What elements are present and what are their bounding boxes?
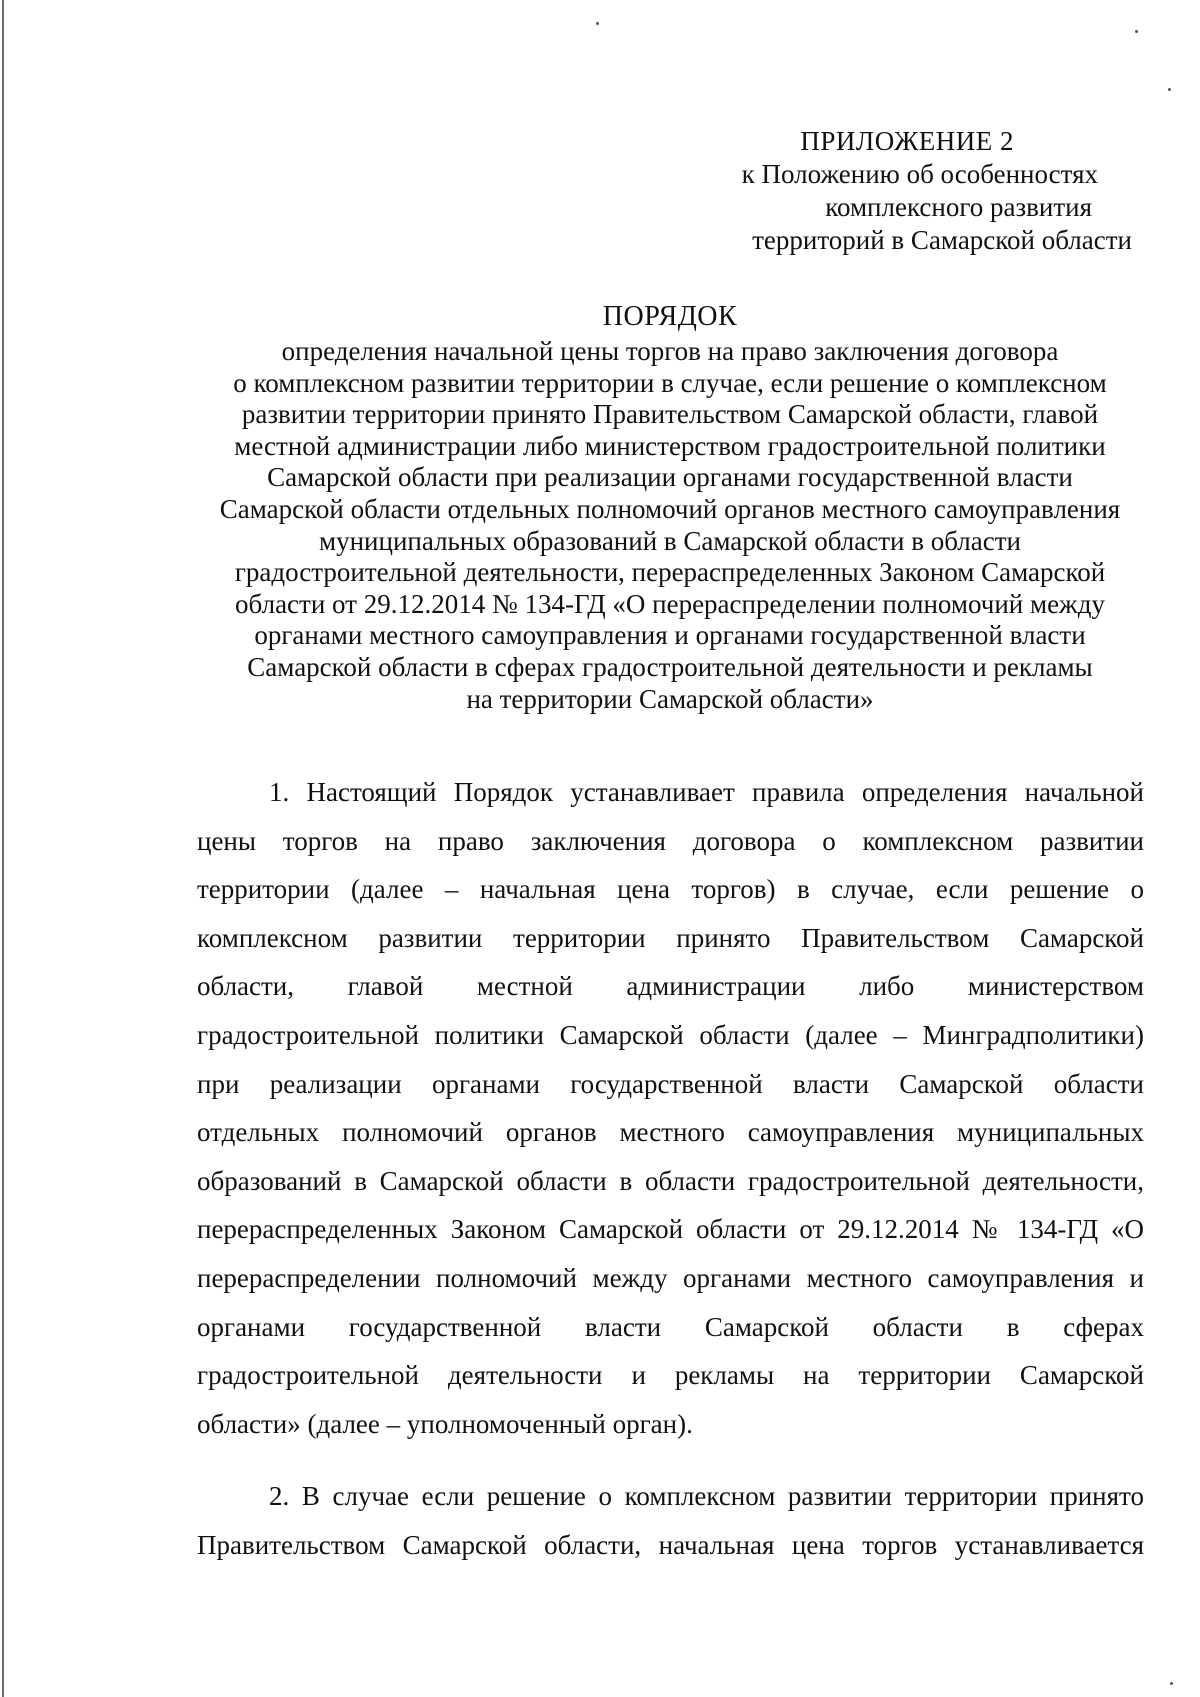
paragraph-line: при реализации органами государственной власти Самарской области	[197, 1068, 1144, 1099]
paragraph-line: градостроительной политики Самарской области (далее – Минградполитики)	[197, 1019, 1144, 1050]
appendix-line: территорий в Самарской области	[752, 225, 1132, 255]
paragraph-2	[197, 1472, 1144, 1569]
paragraph-line: Правительством Самарской области, начальная цена торгов устанавливается	[197, 1529, 1144, 1560]
subtitle-line: градостроительной деятельности, перераспределенных Законом Самарской	[234, 557, 1106, 588]
paragraph-line: цены торгов на право заключения договора о комплексном развитии	[197, 825, 1144, 856]
subtitle-line: на территории Самарской области»	[466, 683, 874, 714]
appendix-title: ПРИЛОЖЕНИЕ 2	[800, 126, 1014, 156]
order-subtitle	[170, 336, 1170, 715]
scan-speck	[1170, 1682, 1173, 1685]
subtitle-line: муниципальных образований в Самарской области в области	[319, 525, 1021, 556]
scan-edge	[2, 0, 4, 1697]
order-heading: ПОРЯДОК	[602, 301, 738, 332]
paragraph-line: области» (далее – уполномоченный орган).	[197, 1408, 693, 1439]
scan-speck	[596, 22, 599, 25]
subtitle-line: органами местного самоуправления и органами государственной власти	[254, 620, 1086, 651]
paragraph-line: перераспределении полномочий между органами местного самоуправления и	[197, 1262, 1144, 1293]
scan-speck	[1168, 88, 1171, 91]
subtitle-line: Самарской области при реализации органами государственной власти	[267, 462, 1073, 493]
paragraph-line: образований в Самарской области в области градостроительной деятельности,	[197, 1165, 1144, 1196]
paragraph-line: органами государственной власти Самарской области в сферах	[197, 1311, 1144, 1342]
subtitle-line: Самарской области в сферах градостроительной деятельности и рекламы	[247, 651, 1093, 682]
paragraph-line: области, главой местной администрации либо министерством	[197, 971, 1144, 1002]
paragraph-line: перераспределенных Законом Самарской области от 29.12.2014 № 134-ГД «О	[197, 1214, 1144, 1245]
subtitle-line: развитии территории принято Правительством Самарской области, главой	[241, 399, 1099, 430]
appendix-line: комплексного развития	[825, 192, 1092, 222]
paragraph-line: комплексном развитии территории принято Правительством Самарской	[197, 922, 1144, 953]
subtitle-line: области от 29.12.2014 № 134-ГД «О перераспределении полномочий между	[235, 588, 1105, 619]
subtitle-line: определения начальной цены торгов на право заключения договора	[281, 336, 1059, 366]
appendix-header	[712, 125, 1132, 257]
paragraph-1	[197, 768, 1144, 1448]
scan-speck	[1135, 30, 1138, 33]
paragraph-line: 1. Настоящий Порядок устанавливает правила определения начальной	[269, 777, 1144, 807]
paragraph-line: отдельных полномочий органов местного самоуправления муниципальных	[197, 1117, 1144, 1148]
paragraph-line: территории (далее – начальная цена торгов) в случае, если решение о	[197, 874, 1144, 905]
subtitle-line: местной администрации либо министерством градостроительной политики	[234, 430, 1106, 461]
paragraph-line: 2. В случае если решение о комплексном развитии территории принято	[269, 1481, 1144, 1511]
subtitle-line: Самарской области отдельных полномочий органов местного самоуправления	[219, 493, 1121, 524]
subtitle-line: о комплексном развитии территории в случае, если решение о комплексном	[233, 367, 1107, 398]
appendix-line: к Положению об особенностях	[741, 159, 1098, 189]
paragraph-line: градостроительной деятельности и рекламы на территории Самарской	[197, 1360, 1144, 1391]
